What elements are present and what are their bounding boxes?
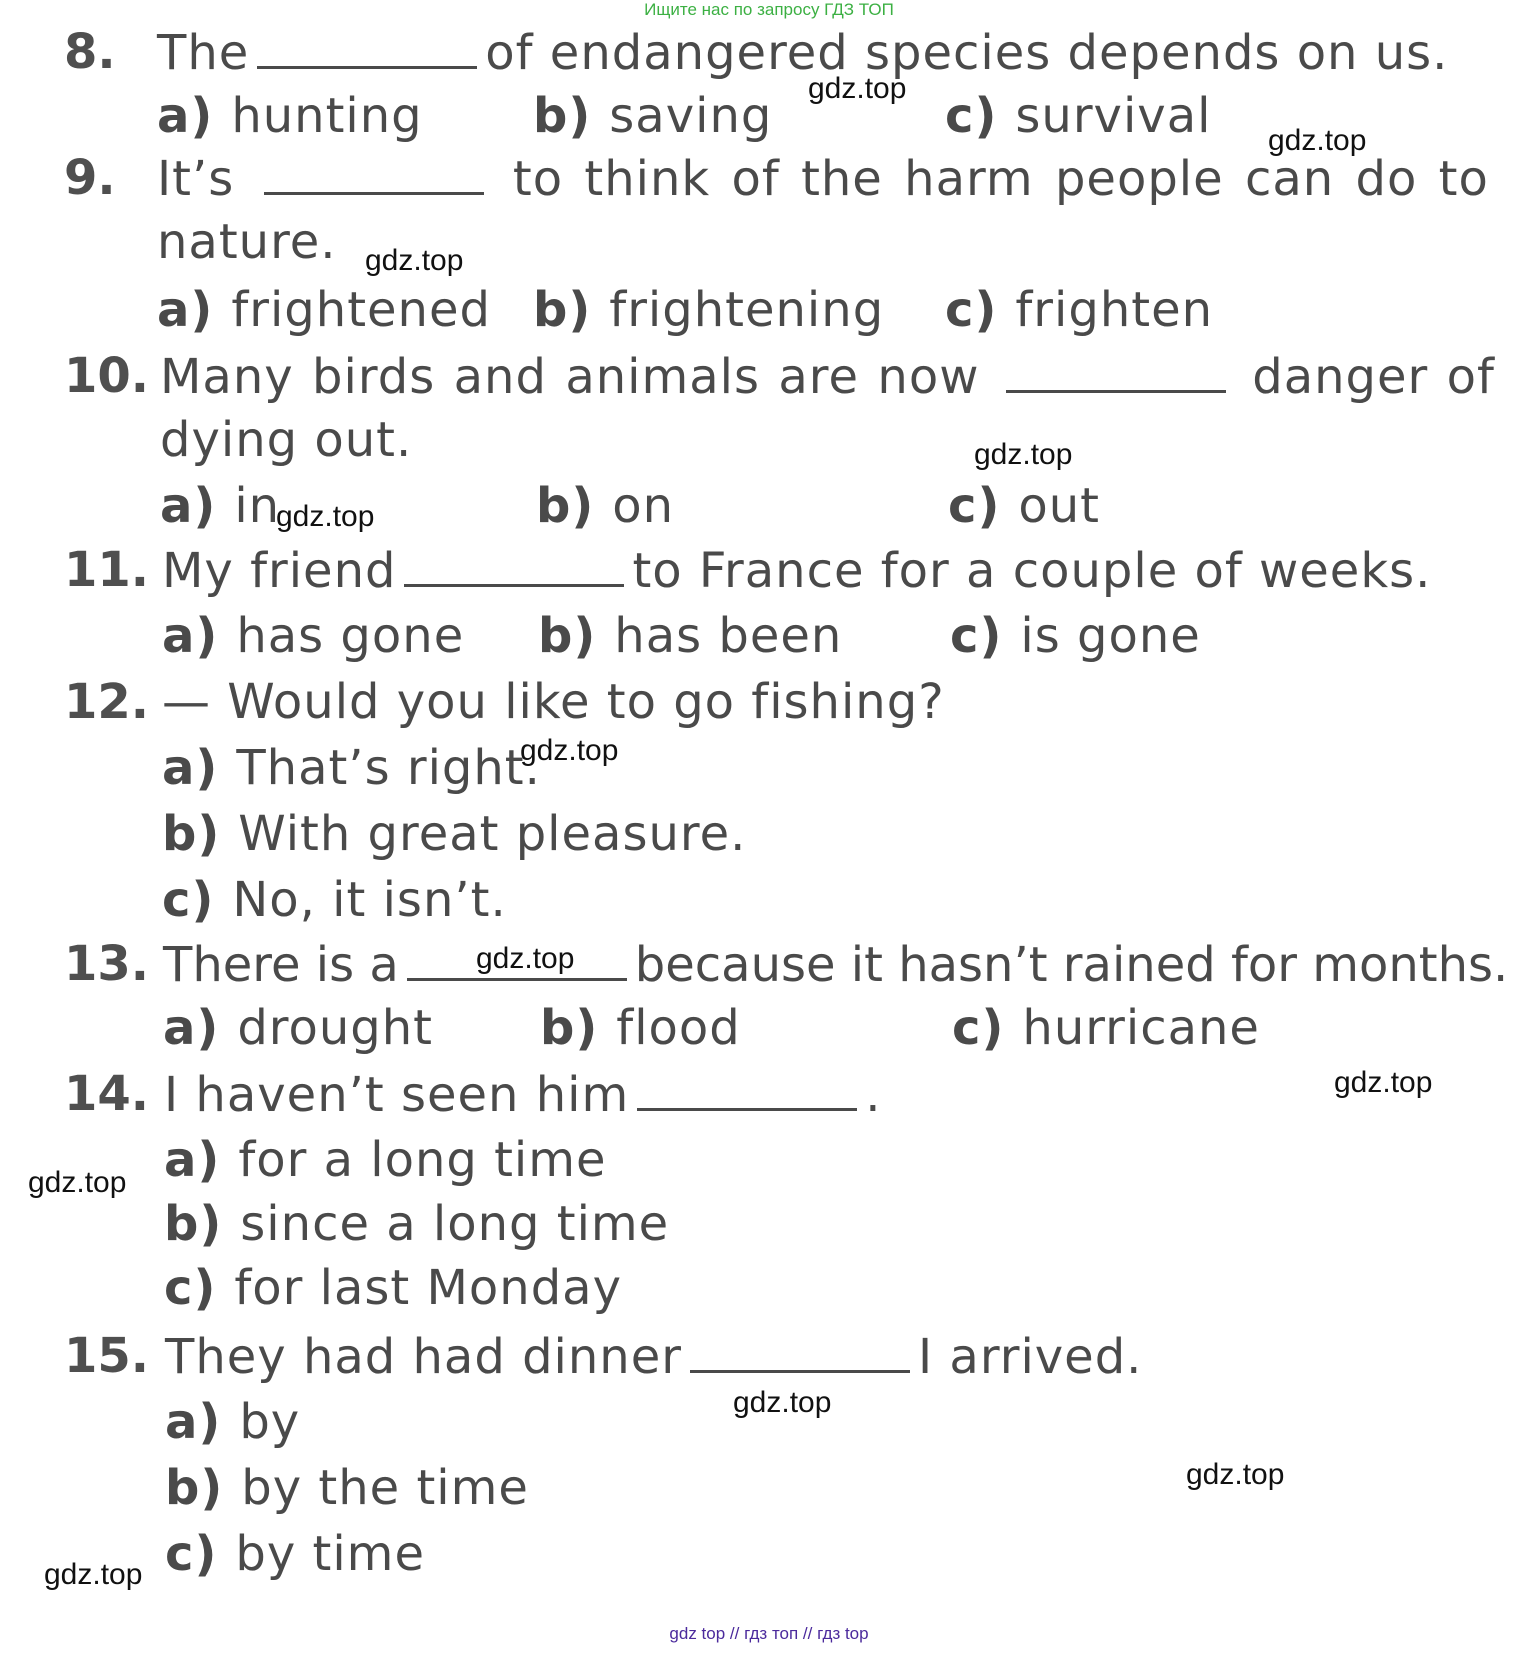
option-text: With great pleasure. xyxy=(238,806,747,862)
question-text-before: I haven’t seen him xyxy=(164,1067,630,1123)
option-label: b) xyxy=(165,1460,224,1516)
question-text xyxy=(160,346,1495,407)
option-c xyxy=(165,1524,425,1584)
question-word: do xyxy=(1355,151,1418,207)
watermark: gdz.top xyxy=(1186,1458,1285,1491)
question-text-before: They had had dinner xyxy=(165,1329,682,1385)
question-word: of xyxy=(731,151,780,207)
option-text: by the time xyxy=(241,1460,529,1516)
option-b xyxy=(533,280,884,340)
question-text xyxy=(165,1326,1142,1387)
question-word: think xyxy=(584,151,711,207)
option-b xyxy=(165,1458,529,1518)
question-continuation: nature. xyxy=(157,214,337,270)
option-text: hurricane xyxy=(1022,1000,1260,1056)
question-word: the xyxy=(801,151,883,207)
option-a xyxy=(157,86,423,146)
option-b xyxy=(162,804,746,864)
answer-blank xyxy=(1006,346,1226,393)
option-label: c) xyxy=(945,88,998,144)
question-number: 9. xyxy=(64,150,116,206)
option-c xyxy=(948,476,1100,536)
question-text xyxy=(164,1064,881,1125)
option-label: b) xyxy=(164,1196,223,1252)
option-label: a) xyxy=(160,478,217,534)
footer: gdz top // гдз топ // гдз top xyxy=(669,1624,869,1643)
option-label: c) xyxy=(164,1260,217,1316)
option-label: b) xyxy=(538,608,597,664)
answer-blank xyxy=(257,22,477,69)
question-word: harm xyxy=(904,151,1034,207)
watermark: gdz.top xyxy=(520,734,619,767)
option-label: c) xyxy=(952,1000,1005,1056)
answer-blank xyxy=(404,540,624,587)
answer-blank xyxy=(690,1326,910,1373)
option-b xyxy=(538,606,842,666)
option-label: a) xyxy=(164,1132,221,1188)
watermark: gdz.top xyxy=(1334,1066,1433,1099)
option-a xyxy=(162,738,541,798)
option-label: b) xyxy=(162,806,221,862)
option-text: hunting xyxy=(231,88,423,144)
question-word: Many xyxy=(160,349,294,405)
option-label: c) xyxy=(950,608,1003,664)
watermark: gdz.top xyxy=(974,438,1073,471)
option-text: flood xyxy=(616,1000,741,1056)
option-text: has been xyxy=(614,608,843,664)
option-label: a) xyxy=(162,608,219,664)
question-text-after: because it hasn’t rained for months. xyxy=(634,937,1509,993)
option-text: frightening xyxy=(609,282,885,338)
answer-blank xyxy=(637,1064,857,1111)
watermark: gdz.top xyxy=(476,942,575,975)
question-word: to xyxy=(512,151,564,207)
option-text: by xyxy=(239,1394,301,1450)
question-text xyxy=(162,540,1431,601)
option-a xyxy=(160,476,280,536)
option-text: for a long time xyxy=(238,1132,607,1188)
option-text: survival xyxy=(1015,88,1212,144)
question-word: to xyxy=(1438,151,1489,207)
option-label: c) xyxy=(945,282,998,338)
option-text: for last Monday xyxy=(234,1260,622,1316)
option-text: in xyxy=(234,478,281,534)
question-text-after: to France for a couple of weeks. xyxy=(632,543,1432,599)
watermark: gdz.top xyxy=(808,72,907,105)
question-number: 13. xyxy=(64,936,150,992)
question-text-after: I arrived. xyxy=(917,1329,1143,1385)
watermark: gdz.top xyxy=(1268,124,1367,157)
option-a xyxy=(165,1392,300,1452)
option-text: by time xyxy=(235,1526,425,1582)
watermark: gdz.top xyxy=(44,1558,143,1591)
option-b xyxy=(540,998,741,1058)
watermark: gdz.top xyxy=(276,500,375,533)
question-prompt: — Would you like to go fishing? xyxy=(162,674,945,730)
option-text: That’s right. xyxy=(236,740,541,796)
option-label: a) xyxy=(165,1394,222,1450)
option-b xyxy=(164,1194,669,1254)
question-text xyxy=(163,934,1508,995)
option-text: saving xyxy=(609,88,773,144)
option-a xyxy=(162,606,464,666)
question-text xyxy=(157,22,1448,83)
option-c xyxy=(945,280,1213,340)
question-number: 15. xyxy=(64,1328,150,1384)
option-label: b) xyxy=(540,1000,599,1056)
question-word: can xyxy=(1244,151,1335,207)
option-c xyxy=(164,1258,622,1318)
option-label: b) xyxy=(536,478,595,534)
question-word: are xyxy=(778,349,860,405)
option-text: on xyxy=(612,478,675,534)
option-text: is gone xyxy=(1020,608,1201,664)
question-word: It’s xyxy=(157,151,235,207)
option-a xyxy=(163,998,433,1058)
option-c xyxy=(945,86,1211,146)
question-word: danger xyxy=(1252,349,1429,405)
option-label: a) xyxy=(163,1000,220,1056)
watermark: gdz.top xyxy=(365,244,464,277)
option-text: out xyxy=(1018,478,1100,534)
option-text: frighten xyxy=(1015,282,1214,338)
question-number: 11. xyxy=(64,542,150,598)
question-number: 8. xyxy=(64,24,116,80)
option-label: b) xyxy=(533,88,592,144)
option-text: No, it isn’t. xyxy=(232,872,507,928)
option-label: b) xyxy=(533,282,592,338)
option-label: a) xyxy=(157,88,214,144)
option-b xyxy=(533,86,772,146)
question-number: 12. xyxy=(64,674,150,730)
question-text-before: There is a xyxy=(163,937,399,993)
option-text: drought xyxy=(237,1000,433,1056)
option-label: a) xyxy=(162,740,219,796)
question-continuation: dying out. xyxy=(160,412,413,468)
option-label: c) xyxy=(948,478,1001,534)
option-b xyxy=(536,476,674,536)
top-banner: Ищите нас по запросу ГДЗ ТОП xyxy=(644,0,894,19)
option-text: frightened xyxy=(231,282,491,338)
question-word: of xyxy=(1446,349,1495,405)
question-number: 14. xyxy=(64,1066,150,1122)
question-word: animals xyxy=(565,349,760,405)
option-a xyxy=(164,1130,607,1190)
question-text-before: The xyxy=(157,25,250,81)
option-c xyxy=(162,870,507,930)
option-label: a) xyxy=(157,282,214,338)
option-text: since a long time xyxy=(240,1196,670,1252)
question-word: now xyxy=(877,349,980,405)
option-label: c) xyxy=(165,1526,218,1582)
question-word: birds xyxy=(312,349,436,405)
watermark: gdz.top xyxy=(733,1386,832,1419)
answer-blank xyxy=(264,148,484,195)
question-text-after: of endangered species depends on us. xyxy=(485,25,1449,81)
question-text-before: My friend xyxy=(162,543,397,599)
watermark: gdz.top xyxy=(28,1166,127,1199)
option-c xyxy=(952,998,1260,1058)
question-text-after: . xyxy=(865,1067,882,1123)
option-c xyxy=(950,606,1201,666)
question-word: and xyxy=(453,349,547,405)
question-word: people xyxy=(1054,151,1224,207)
option-label: c) xyxy=(162,872,215,928)
question-number: 10. xyxy=(64,348,150,404)
option-a xyxy=(157,280,491,340)
option-text: has gone xyxy=(236,608,465,664)
